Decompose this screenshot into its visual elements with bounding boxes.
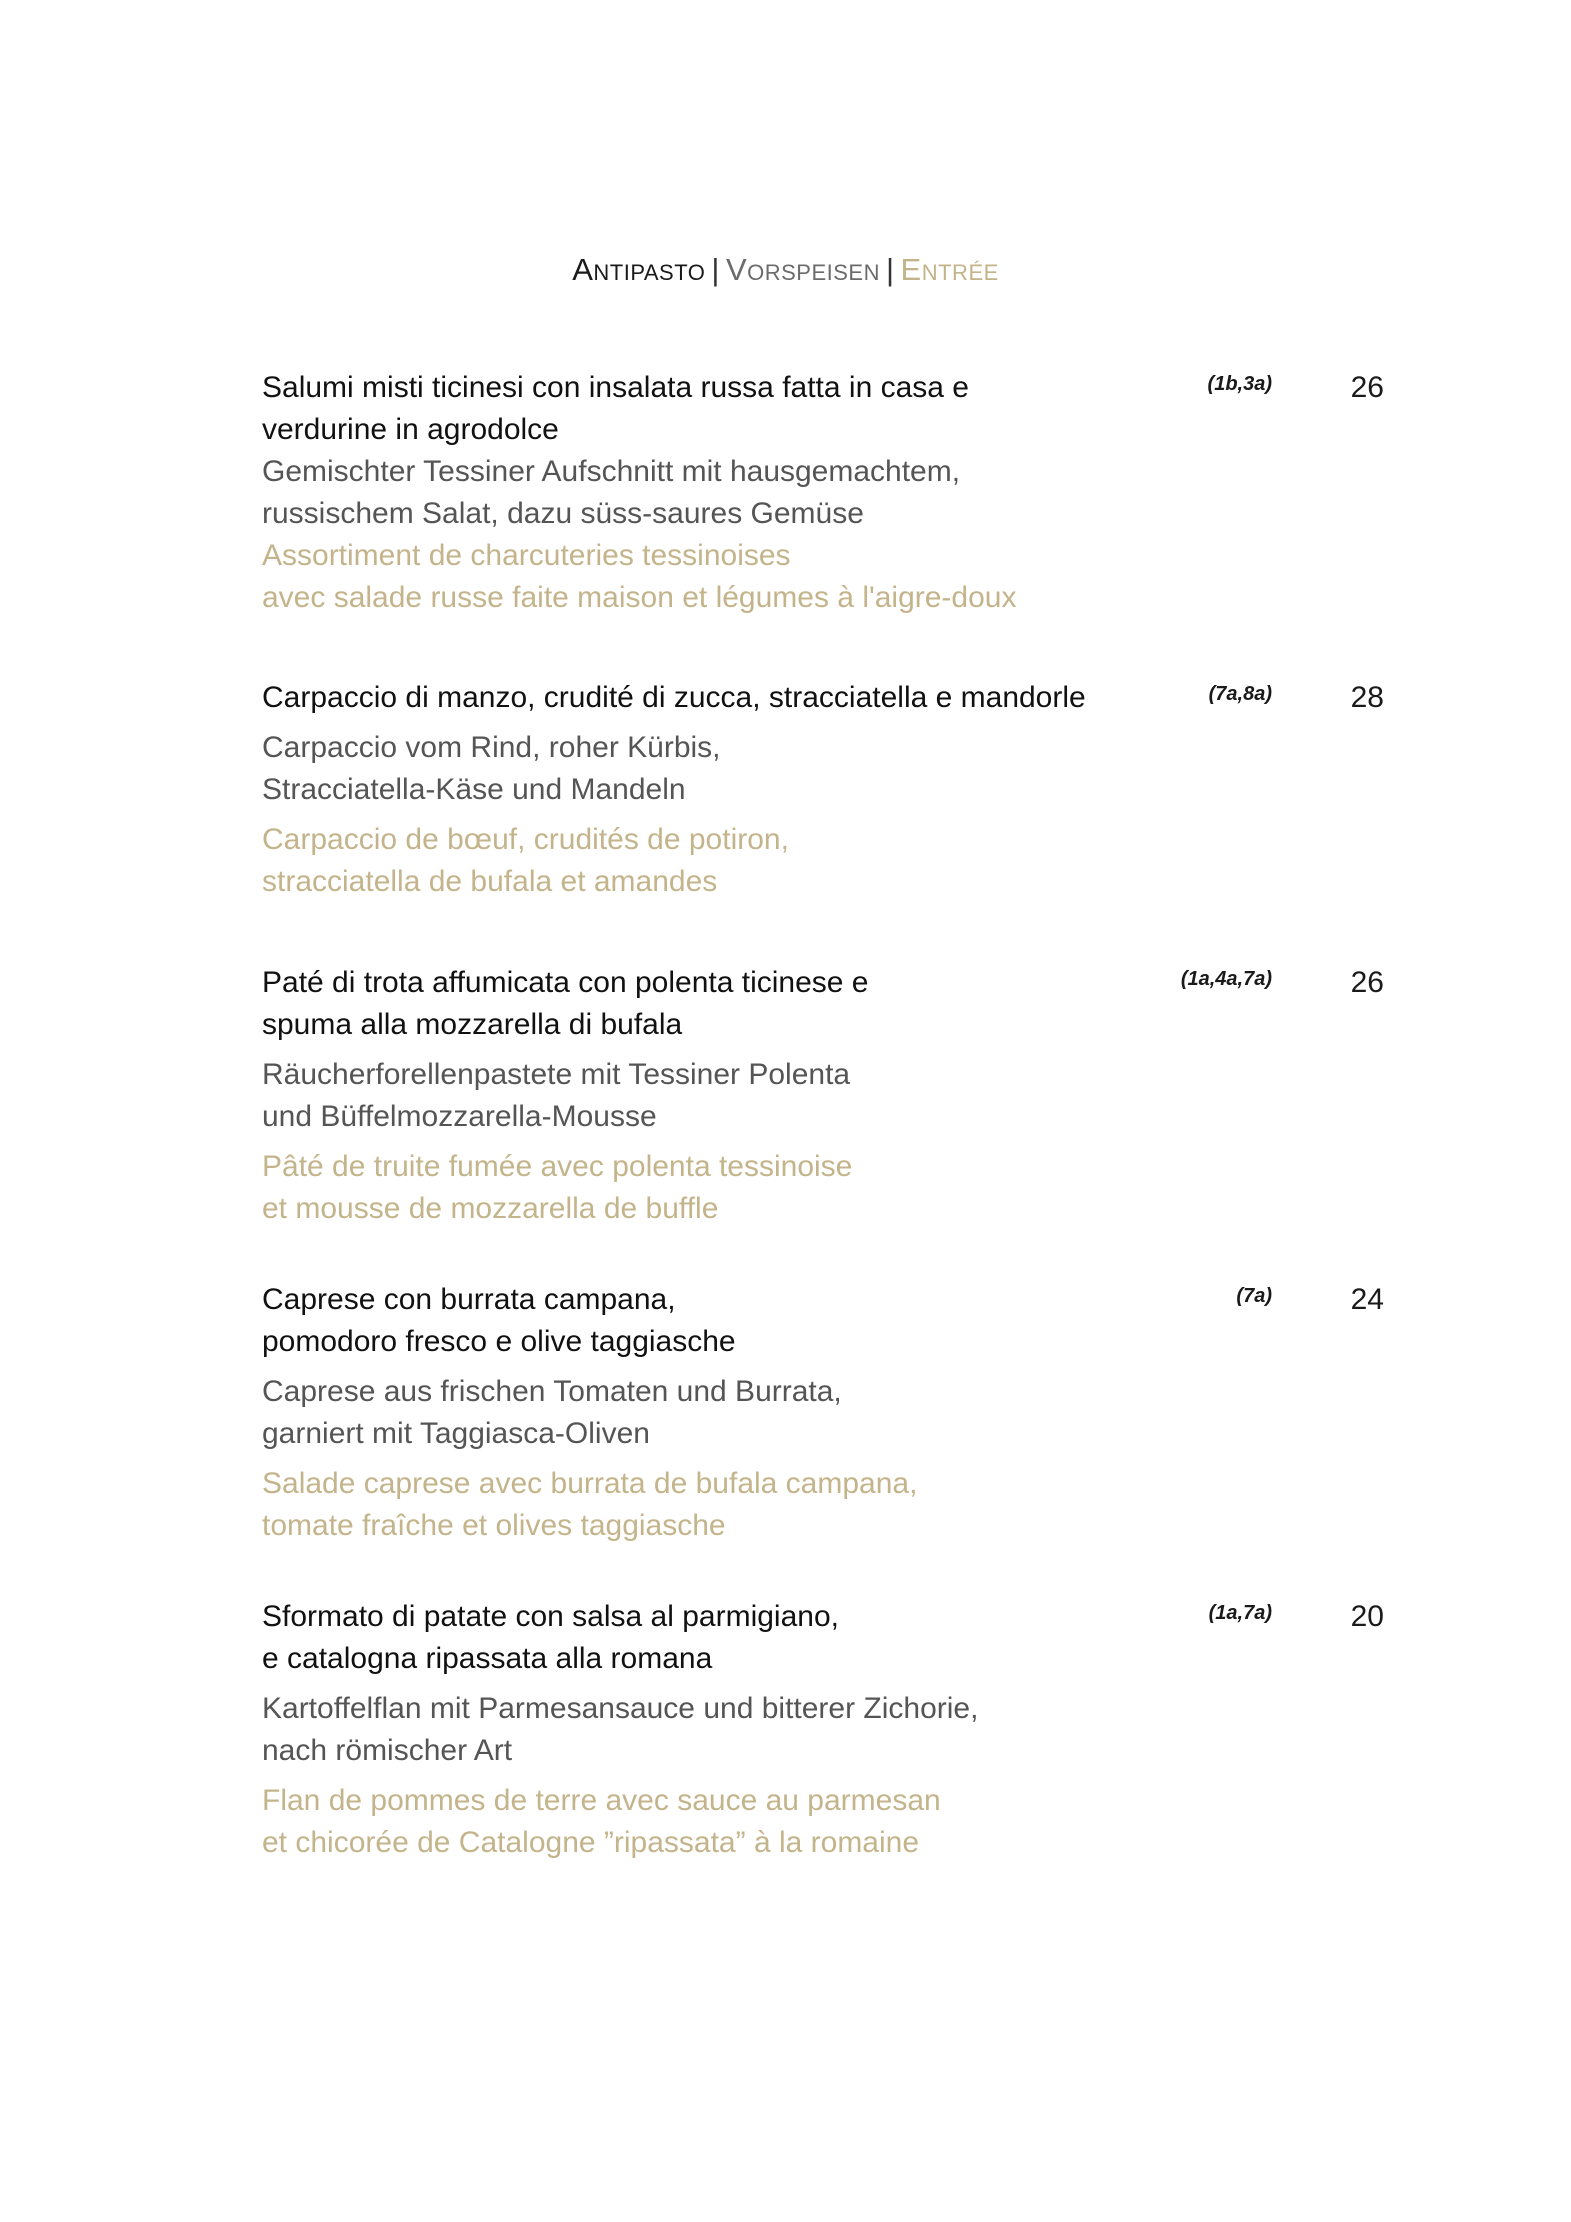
dish-name-italian: Paté di trota affumicata con polenta ticinese e	[262, 966, 869, 999]
dish-description-french: et mousse de mozzarella de buffle	[262, 1192, 719, 1225]
allergen-codes: (7a,8a)	[1208, 683, 1272, 705]
price: 24	[1350, 1283, 1384, 1316]
dish-description-french: Flan de pommes de terre avec sauce au parmesan	[262, 1784, 941, 1817]
dish-name-italian: spuma alla mozzarella di bufala	[262, 1008, 683, 1041]
menu-item-pate	[262, 962, 1412, 1230]
dish-description-german: nach römischer Art	[262, 1734, 513, 1767]
dish-name-italian: pomodoro fresco e olive taggiasche	[262, 1325, 736, 1358]
dish-name-italian: Carpaccio di manzo, crudité di zucca, stracciatella e mandorle	[262, 681, 1086, 714]
dish-description-german: Stracciatella-Käse und Mandeln	[262, 773, 686, 806]
dish-description-french: Pâté de truite fumée avec polenta tessinoise	[262, 1150, 853, 1183]
dish-description-german: garniert mit Taggiasca-Oliven	[262, 1417, 650, 1450]
dish-description-french: tomate fraîche et olives taggiasche	[262, 1509, 726, 1542]
allergen-codes: (7a)	[1236, 1285, 1272, 1307]
dish-description-german: Carpaccio vom Rind, roher Kürbis,	[262, 731, 721, 764]
title-german: Vorspeisen	[725, 252, 880, 287]
menu-item-salumi	[262, 367, 1412, 619]
dish-description-french: Assortiment de charcuteries tessinoises	[262, 539, 791, 572]
dish-name-italian: Caprese con burrata campana,	[262, 1283, 676, 1316]
dish-description-french: Salade caprese avec burrata de bufala campana,	[262, 1467, 918, 1500]
menu-item-caprese	[262, 1279, 1412, 1547]
menu-item-sformato	[262, 1596, 1412, 1864]
price: 26	[1350, 966, 1384, 999]
page-title	[0, 252, 1571, 288]
dish-description-german: Räucherforellenpastete mit Tessiner Polenta	[262, 1058, 851, 1091]
price: 28	[1350, 681, 1384, 714]
dish-name-italian: Salumi misti ticinesi con insalata russa fatta in casa e	[262, 371, 969, 404]
dish-description-french: Carpaccio de bœuf, crudités de potiron,	[262, 823, 789, 856]
dish-description-german: und Büffelmozzarella-Mousse	[262, 1100, 657, 1133]
dish-description-german: Gemischter Tessiner Aufschnitt mit hausgemachtem,	[262, 455, 961, 488]
price: 20	[1350, 1600, 1384, 1633]
dish-description-french: et chicorée de Catalogne ”ripassata” à la romaine	[262, 1826, 920, 1859]
title-separator: |	[885, 252, 895, 287]
dish-description-german: Kartoffelflan mit Parmesansauce und bitterer Zichorie,	[262, 1692, 979, 1725]
title-separator: |	[711, 252, 720, 287]
dish-name-italian: verdurine in agrodolce	[262, 413, 559, 446]
dish-description-french: avec salade russe faite maison et légumes à l'aigre-doux	[262, 581, 1017, 614]
dish-name-italian: Sformato di patate con salsa al parmigiano,	[262, 1600, 839, 1633]
dish-description-german: russischem Salat, dazu süss-saures Gemüse	[262, 497, 864, 530]
dish-name-italian: e catalogna ripassata alla romana	[262, 1642, 713, 1675]
title-french: Entrée	[900, 252, 999, 287]
dish-description-french: stracciatella de bufala et amandes	[262, 865, 718, 898]
allergen-codes: (1b,3a)	[1207, 373, 1272, 395]
menu-item-carpaccio	[262, 677, 1412, 903]
allergen-codes: (1a,4a,7a)	[1180, 968, 1272, 990]
title-italian: Antipasto	[572, 252, 706, 287]
dish-description-german: Caprese aus frischen Tomaten und Burrata,	[262, 1375, 842, 1408]
allergen-codes: (1a,7a)	[1208, 1602, 1272, 1624]
price: 26	[1350, 371, 1384, 404]
